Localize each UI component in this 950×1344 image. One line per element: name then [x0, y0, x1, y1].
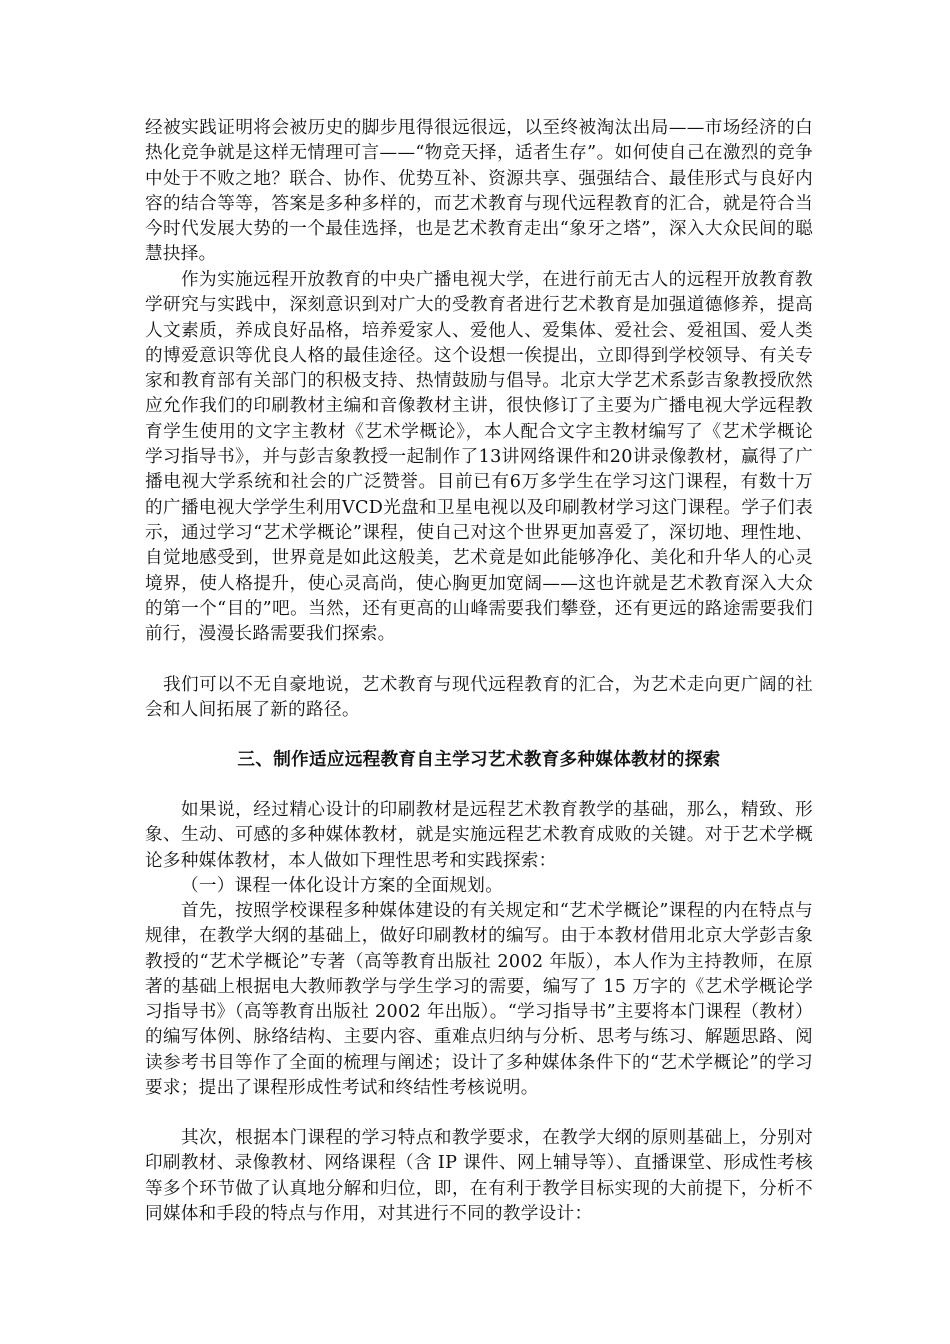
paragraph-3: 我们可以不无自豪地说，艺术教育与现代远程教育的汇合，为艺术走向更广阔的社会和人间拓展了新的路径。 [145, 675, 813, 721]
subsection-heading: （一）课程一体化设计方案的全面规划。 [181, 876, 504, 896]
paragraph-5: 首先，按照学校课程多种媒体建设的有关规定和“艺术学概论”课程的内在特点与规律，在教学大纲的基础上，做好印刷教材的编写。由于本教材借用北京大学彭吉象教授的“艺术学概论”专著（高等教育出版社 2002 年版），本人作为主持教师，在原著的基础上根据电大教师教学与学生学习的需要，编写了 15 万字的《艺术学概论学习指导书》（高等教育出版社 2002 年出版）。“学习指导书”主要将本门课程（教材）的编写体例、脉络结构、主要内容、重难点归纳与分析、思考与练习、解题思路、阅读参考书目等作了全面的梳理与阐述；设计了多种媒体条件下的“艺术学概论”的学习要求；提出了课程形成性考试和终结性考核说明。 [145, 901, 813, 1099]
section-heading: 三、制作适应远程教育自主学习艺术教育多种媒体教材的探索 [237, 750, 721, 770]
paragraph-2: 作为实施远程开放教育的中央广播电视大学，在进行前无古人的远程开放教育教学研究与实践中，深刻意识到对广大的受教育者进行艺术教育是加强道德修养，提高人文素质，养成良好品格，培养爱家人、爱他人、爱集体、爱社会、爱祖国、爱人类的博爱意识等优良人格的最佳途径。这个设想一俟提出，立即得到学校领导、有关专家和教育部有关部门的积极支持、热情鼓励与倡导。北京大学艺术系彭吉象教授欣然应允作我们的印刷教材主编和音像教材主讲，很快修订了主要为广播电视大学远程教育学生使用的文字主教材《艺术学概论》，本人配合文字主教材编写了《艺术学概论学习指导书》，并与彭吉象教授一起制作了13讲网络课件和20讲录像教材，赢得了广播电视大学系统和社会的广泛赞誉。目前已有6万多学生在学习这门课程，有数十万的广播电视大学学生利用VCD光盘和卫星电视以及印刷教材学习这门课程。学子们表示，通过学习“艺术学概论”课程，使自己对这个世界更加喜爱了，深切地、理性地、自觉地感受到，世界竟是如此这般美，艺术竟是如此能够净化、美化和升华人的心灵境界，使人格提升，使心灵高尚，使心胸更加宽阔——这也许就是艺术教育深入大众的第一个“目的”吧。当然，还有更高的山峰需要我们攀登，还有更远的路途需要我们前行，漫漫长路需要我们探索。 [145, 270, 813, 645]
paragraph-6: 其次，根据本门课程的学习特点和教学要求，在教学大纲的原则基础上，分别对印刷教材、录像教材、网络课程（含 IP 课件、网上辅导等）、直播课堂、形成性考核等多个环节做了认真地分解和归位，即，在有利于教学目标实现的大前提下，分析不同媒体和手段的特点与作用，对其进行不同的教学设计： [145, 1128, 813, 1224]
paragraph-4: 如果说，经过精心设计的印刷教材是远程艺术教育教学的基础，那么，精致、形象、生动、可感的多种媒体教材，就是实施远程艺术教育成败的关键。对于艺术学概论多种媒体教材，本人做如下理性思考和实践探索： [145, 800, 813, 871]
paragraph-1: 经被实践证明将会被历史的脚步甩得很远很远，以至终被淘汰出局——市场经济的白热化竞争就是这样无情理可言——“物竞天择，适者生存”。如何使自己在激烈的竞争中处于不败之地？联合、协作、优势互补、资源共享、强强结合、最佳形式与良好内容的结合等等，答案是多种多样的，而艺术教育与现代远程教育的汇合，就是符合当今时代发展大势的一个最佳选择，也是艺术教育走出“象牙之塔”，深入大众民间的聪慧抉择。 [145, 118, 813, 265]
